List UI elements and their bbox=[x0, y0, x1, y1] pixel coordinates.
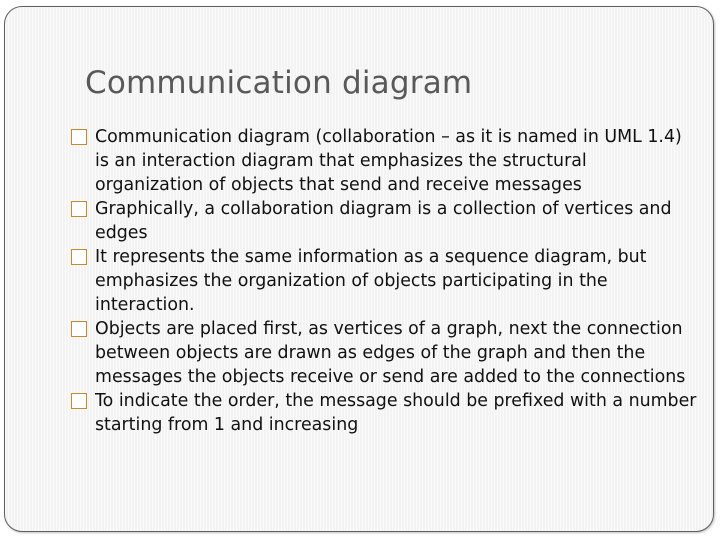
bullet-item bbox=[71, 197, 699, 245]
missing-glyph-box-icon bbox=[71, 201, 87, 217]
bullet-item bbox=[71, 245, 699, 317]
missing-glyph-box-icon bbox=[71, 129, 87, 145]
bullet-text: Communication diagram (collaboration – as it is named in UML 1.4) is an interaction diagram that emphasizes the structural organization of objects that send and receive messages bbox=[95, 127, 682, 195]
bullet-text: Objects are placed first, as vertices of a graph, next the connection between objects are drawn as edges of the graph and then the messages the objects receive or send are added to the connections bbox=[95, 319, 686, 387]
bullet-text: It represents the same information as a sequence diagram, but emphasizes the organization of objects participating in the interaction. bbox=[95, 247, 647, 315]
bullet-list bbox=[71, 125, 699, 437]
missing-glyph-box-icon bbox=[71, 249, 87, 265]
slide-frame bbox=[4, 6, 714, 532]
slide-title: Communication diagram bbox=[85, 65, 473, 101]
bullet-item bbox=[71, 389, 699, 437]
bullet-item bbox=[71, 317, 699, 389]
bullet-text: Graphically, a collaboration diagram is a collection of vertices and edges bbox=[95, 199, 672, 243]
bullet-item bbox=[71, 125, 699, 197]
missing-glyph-box-icon bbox=[71, 393, 87, 409]
bullet-text: To indicate the order, the message should be prefixed with a number starting from 1 and increasing bbox=[95, 391, 697, 435]
missing-glyph-box-icon bbox=[71, 321, 87, 337]
